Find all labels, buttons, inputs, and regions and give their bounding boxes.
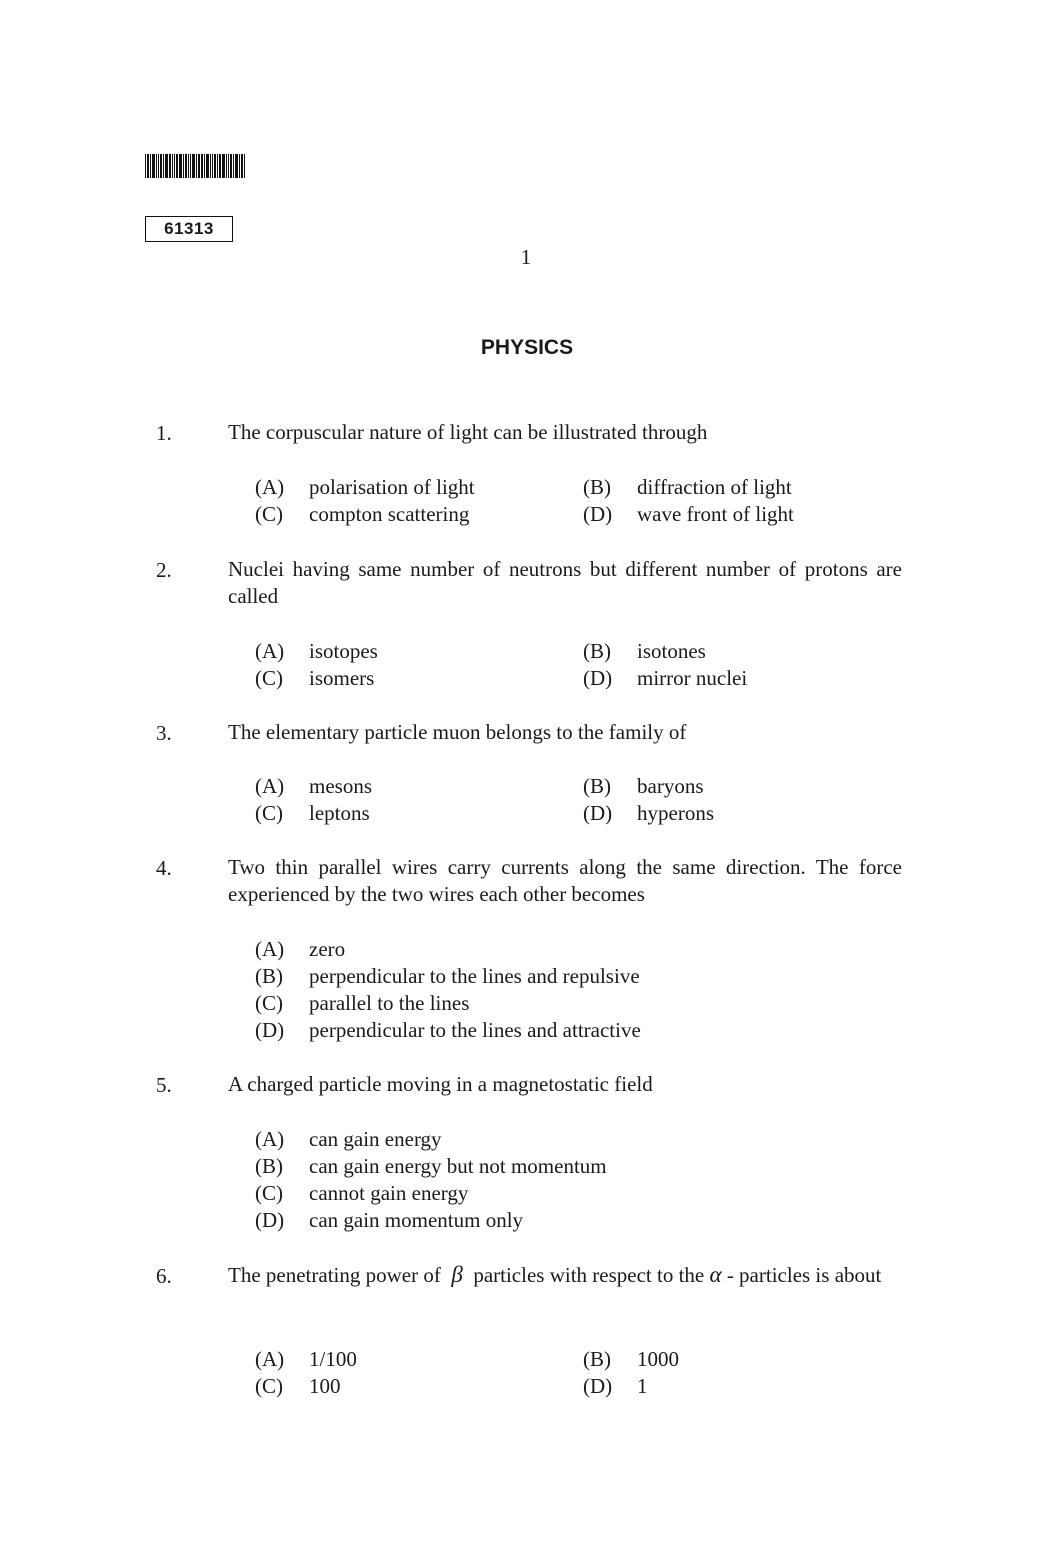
option-a xyxy=(255,475,475,500)
option-b xyxy=(255,1154,607,1179)
option-text: can gain energy but not momentum xyxy=(309,1154,607,1178)
barcode-bar xyxy=(172,154,173,178)
option-text: perpendicular to the lines and attractive xyxy=(309,1018,641,1042)
option-text: zero xyxy=(309,937,346,961)
barcode-bar xyxy=(219,154,221,178)
option-text: perpendicular to the lines and repulsive xyxy=(309,964,640,988)
barcode-bar xyxy=(212,154,213,178)
option-label: (D) xyxy=(583,1374,613,1398)
barcode-bar xyxy=(169,154,171,178)
option-text: wave front of light xyxy=(637,502,794,526)
barcode-bar xyxy=(156,154,157,178)
option-label: (D) xyxy=(583,666,613,690)
option-label: (A) xyxy=(255,937,285,961)
question-text: Nuclei having same number of neutrons but different number of protons are called xyxy=(228,557,902,608)
question-number: 1. xyxy=(156,421,172,445)
barcode-bar xyxy=(145,154,146,178)
option-d xyxy=(255,1018,641,1043)
option-text: 100 xyxy=(309,1374,341,1398)
option-c xyxy=(255,1374,341,1399)
barcode-bar xyxy=(150,154,151,178)
barcode-bar xyxy=(158,154,159,178)
option-d xyxy=(583,502,794,527)
barcode-bar xyxy=(198,154,200,178)
option-text: parallel to the lines xyxy=(309,991,470,1015)
option-b xyxy=(583,774,704,799)
barcode-bar xyxy=(239,154,240,178)
barcode-bar xyxy=(204,154,205,178)
option-b xyxy=(583,475,792,500)
barcode-bar xyxy=(185,154,187,178)
question-text-part: The penetrating power of xyxy=(228,1263,441,1287)
option-label: (A) xyxy=(255,1127,285,1151)
barcode-bar xyxy=(228,154,229,178)
option-a xyxy=(255,937,345,962)
barcode-bar xyxy=(230,154,232,178)
barcode-bar xyxy=(226,154,227,178)
question-text: The corpuscular nature of light can be illustrated through xyxy=(228,420,708,444)
barcode-bar xyxy=(188,154,189,178)
barcode-bar xyxy=(183,154,184,178)
option-label: (A) xyxy=(255,1347,285,1371)
option-text: mirror nuclei xyxy=(637,666,748,690)
option-label: (D) xyxy=(583,801,613,825)
option-label: (A) xyxy=(255,639,285,663)
option-label: (C) xyxy=(255,666,283,690)
barcode-bar xyxy=(196,154,197,178)
option-label: (B) xyxy=(583,475,611,499)
option-label: (C) xyxy=(255,991,283,1015)
option-a xyxy=(255,1127,442,1152)
option-text: leptons xyxy=(309,801,370,825)
barcode-bar xyxy=(241,154,243,178)
option-c xyxy=(255,502,469,527)
barcode-bar xyxy=(190,154,191,178)
option-label: (C) xyxy=(255,801,283,825)
option-text: hyperons xyxy=(637,801,714,825)
option-b xyxy=(255,964,640,989)
page-number: 1 xyxy=(520,245,532,269)
option-d xyxy=(583,666,747,691)
option-text: mesons xyxy=(309,774,372,798)
option-label: (D) xyxy=(255,1208,285,1232)
option-label: (B) xyxy=(583,1347,611,1371)
option-text: can gain momentum only xyxy=(309,1208,524,1232)
barcode-bar xyxy=(201,154,203,178)
paper-code-box: 61313 xyxy=(145,216,233,242)
option-text: isomers xyxy=(309,666,375,690)
barcode-bar xyxy=(222,154,225,178)
barcode-bar xyxy=(206,154,209,178)
barcode-bar xyxy=(235,154,238,178)
question-text-part: particles with respect to the xyxy=(473,1263,705,1287)
option-c xyxy=(255,801,370,826)
option-c xyxy=(255,666,374,691)
option-b xyxy=(583,1347,679,1372)
barcode-bar xyxy=(163,154,164,178)
option-d xyxy=(255,1208,523,1233)
question-text: Two thin parallel wires carry currents along the same direction. The force experienced by the two wires each other becomes xyxy=(228,855,902,906)
barcode-bar xyxy=(192,154,195,178)
barcode-bar xyxy=(217,154,218,178)
option-text: polarisation of light xyxy=(309,475,475,499)
option-a xyxy=(255,1347,357,1372)
barcode-bar xyxy=(244,154,245,178)
option-a xyxy=(255,639,378,664)
option-text: 1/100 xyxy=(309,1347,357,1371)
question-number: 2. xyxy=(156,558,172,582)
alpha-symbol: α xyxy=(709,1262,722,1287)
option-label: (A) xyxy=(255,475,285,499)
beta-symbol: β xyxy=(451,1262,463,1287)
option-label: (B) xyxy=(583,774,611,798)
question-text xyxy=(228,1260,902,1290)
question-number: 3. xyxy=(156,721,172,745)
option-label: (B) xyxy=(255,964,283,988)
option-label: (A) xyxy=(255,774,285,798)
option-d xyxy=(583,1374,648,1399)
question-text-part: - particles is about xyxy=(726,1263,882,1287)
question-text: A charged particle moving in a magnetostatic field xyxy=(228,1072,653,1096)
option-c xyxy=(255,1181,468,1206)
option-label: (B) xyxy=(255,1154,283,1178)
option-text: isotones xyxy=(637,639,706,663)
barcode-bar xyxy=(210,154,211,178)
barcode-bar xyxy=(147,154,149,178)
option-text: diffraction of light xyxy=(637,475,792,499)
barcode-bar xyxy=(176,154,178,178)
question-number: 5. xyxy=(156,1073,172,1097)
option-a xyxy=(255,774,372,799)
barcode-bar xyxy=(233,154,234,178)
option-text: cannot gain energy xyxy=(309,1181,469,1205)
barcode-bar xyxy=(152,154,155,178)
question-number: 6. xyxy=(156,1264,172,1288)
option-text: 1000 xyxy=(637,1347,679,1371)
subject-title: PHYSICS xyxy=(480,336,574,359)
question-number: 4. xyxy=(156,856,172,880)
barcode-bar xyxy=(160,154,162,178)
option-text: isotopes xyxy=(309,639,378,663)
barcode-bar xyxy=(174,154,175,178)
option-c xyxy=(255,991,469,1016)
option-text: baryons xyxy=(637,774,704,798)
option-label: (B) xyxy=(583,639,611,663)
option-b xyxy=(583,639,706,664)
barcode-bar xyxy=(165,154,168,178)
option-label: (D) xyxy=(583,502,613,526)
option-d xyxy=(583,801,714,826)
option-text: 1 xyxy=(637,1374,648,1398)
option-label: (C) xyxy=(255,502,283,526)
option-label: (C) xyxy=(255,1374,283,1398)
option-text: compton scattering xyxy=(309,502,470,526)
option-text: can gain energy xyxy=(309,1127,442,1151)
barcode xyxy=(145,154,285,178)
barcode-bar xyxy=(214,154,216,178)
option-label: (C) xyxy=(255,1181,283,1205)
option-label: (D) xyxy=(255,1018,285,1042)
question-text: The elementary particle muon belongs to the family of xyxy=(228,720,687,744)
barcode-bar xyxy=(179,154,182,178)
